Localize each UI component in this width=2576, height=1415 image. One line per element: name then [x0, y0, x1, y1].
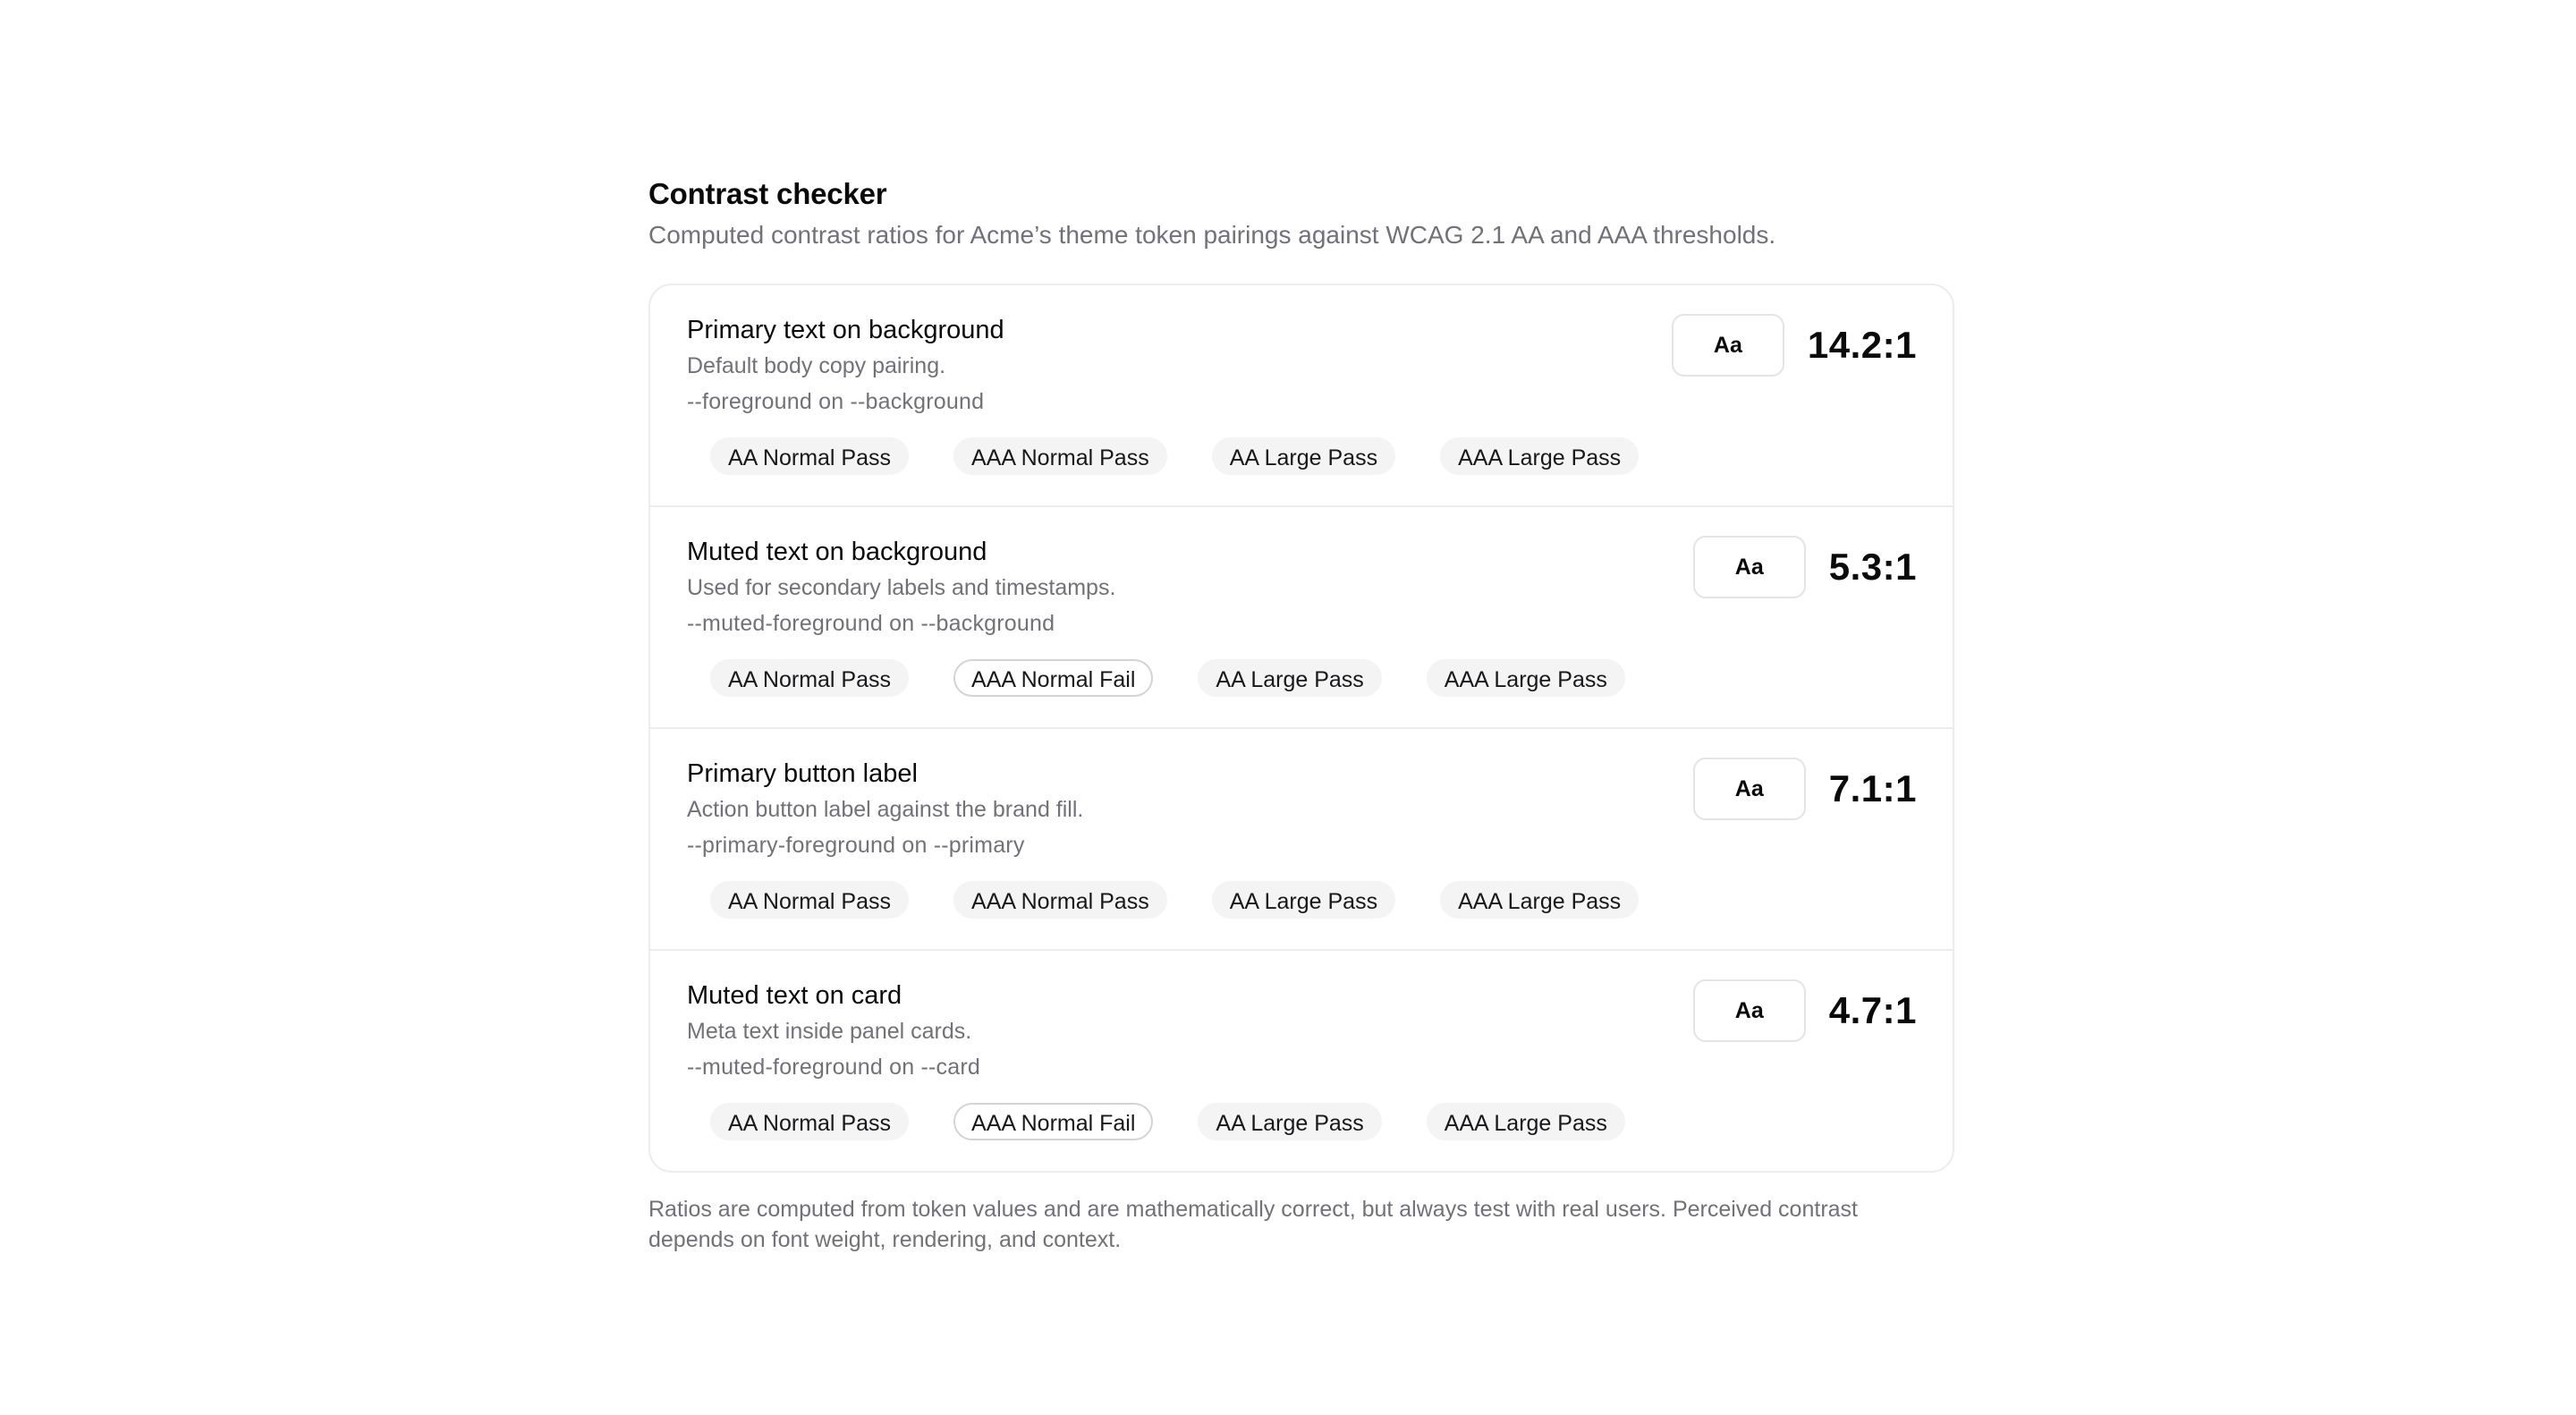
contrast-preview-swatch: Aa	[1672, 314, 1784, 377]
page-title: Contrast checker	[648, 177, 887, 210]
badge-aaa-normal: AAA Normal Pass	[953, 881, 1167, 919]
pairing-tokens: --muted-foreground on --card	[687, 1055, 980, 1080]
pairing-name: Muted text on card	[687, 981, 902, 1010]
badge-aaa-large: AAA Large Pass	[1427, 659, 1625, 697]
badge-aa-normal: AA Normal Pass	[710, 881, 909, 919]
badge-aaa-large: AAA Large Pass	[1440, 437, 1639, 475]
contrast-preview-swatch: Aa	[1693, 536, 1806, 598]
badge-aaa-large: AAA Large Pass	[1440, 881, 1639, 919]
contrast-ratio: 4.7:1	[1828, 989, 1917, 1031]
pairing-description: Meta text inside panel cards.	[687, 1019, 972, 1044]
badge-aa-normal: AA Normal Pass	[710, 1103, 909, 1140]
footnote: Ratios are computed from token values and are mathematically correct, but always test with real users. Perceived contrast depends on font weight, rendering, and context.	[648, 1197, 1858, 1252]
pairings-card	[648, 284, 1954, 1173]
badge-list	[710, 1103, 1625, 1140]
badge-aaa-large: AAA Large Pass	[1427, 1103, 1625, 1140]
badge-aaa-normal: AAA Normal Fail	[953, 659, 1153, 697]
contrast-ratio: 5.3:1	[1828, 546, 1917, 588]
page-subtitle: Computed contrast ratios for Acme’s theme token pairings against WCAG 2.1 AA and AAA thresholds.	[648, 221, 1776, 249]
pairing-name: Muted text on background	[687, 538, 987, 566]
badge-aa-normal: AA Normal Pass	[710, 437, 909, 475]
badge-list	[710, 659, 1625, 697]
pairing-row-primary-button	[650, 729, 1953, 951]
contrast-ratio: 7.1:1	[1828, 767, 1917, 809]
contrast-preview-swatch: Aa	[1693, 979, 1806, 1042]
pairing-name: Primary text on background	[687, 316, 1004, 344]
pairing-tokens: --muted-foreground on --background	[687, 611, 1055, 636]
pairing-tokens: --foreground on --background	[687, 389, 985, 414]
badge-aa-large: AA Large Pass	[1198, 659, 1381, 697]
badge-aa-large: AA Large Pass	[1198, 1103, 1381, 1140]
pairing-description: Default body copy pairing.	[687, 353, 946, 378]
preview-group	[1693, 979, 1917, 1042]
pairing-row-muted-text	[650, 507, 1953, 729]
pairing-row-primary-text	[650, 285, 1953, 507]
pairing-description: Used for secondary labels and timestamps.	[687, 575, 1116, 600]
pairing-tokens: --primary-foreground on --primary	[687, 833, 1025, 858]
badge-aa-normal: AA Normal Pass	[710, 659, 909, 697]
contrast-checker-panel	[648, 174, 1954, 1255]
contrast-ratio: 14.2:1	[1807, 324, 1917, 366]
preview-group	[1672, 314, 1917, 377]
badge-aa-large: AA Large Pass	[1212, 437, 1395, 475]
badge-aa-large: AA Large Pass	[1212, 881, 1395, 919]
pairing-row-muted-card	[650, 951, 1953, 1171]
preview-group	[1693, 536, 1917, 598]
pairing-name: Primary button label	[687, 759, 918, 788]
pairing-description: Action button label against the brand fill.	[687, 797, 1084, 822]
badge-list	[710, 881, 1639, 919]
badge-list	[710, 437, 1639, 475]
contrast-preview-swatch: Aa	[1693, 758, 1806, 820]
preview-group	[1693, 758, 1917, 820]
badge-aaa-normal: AAA Normal Pass	[953, 437, 1167, 475]
badge-aaa-normal: AAA Normal Fail	[953, 1103, 1153, 1140]
